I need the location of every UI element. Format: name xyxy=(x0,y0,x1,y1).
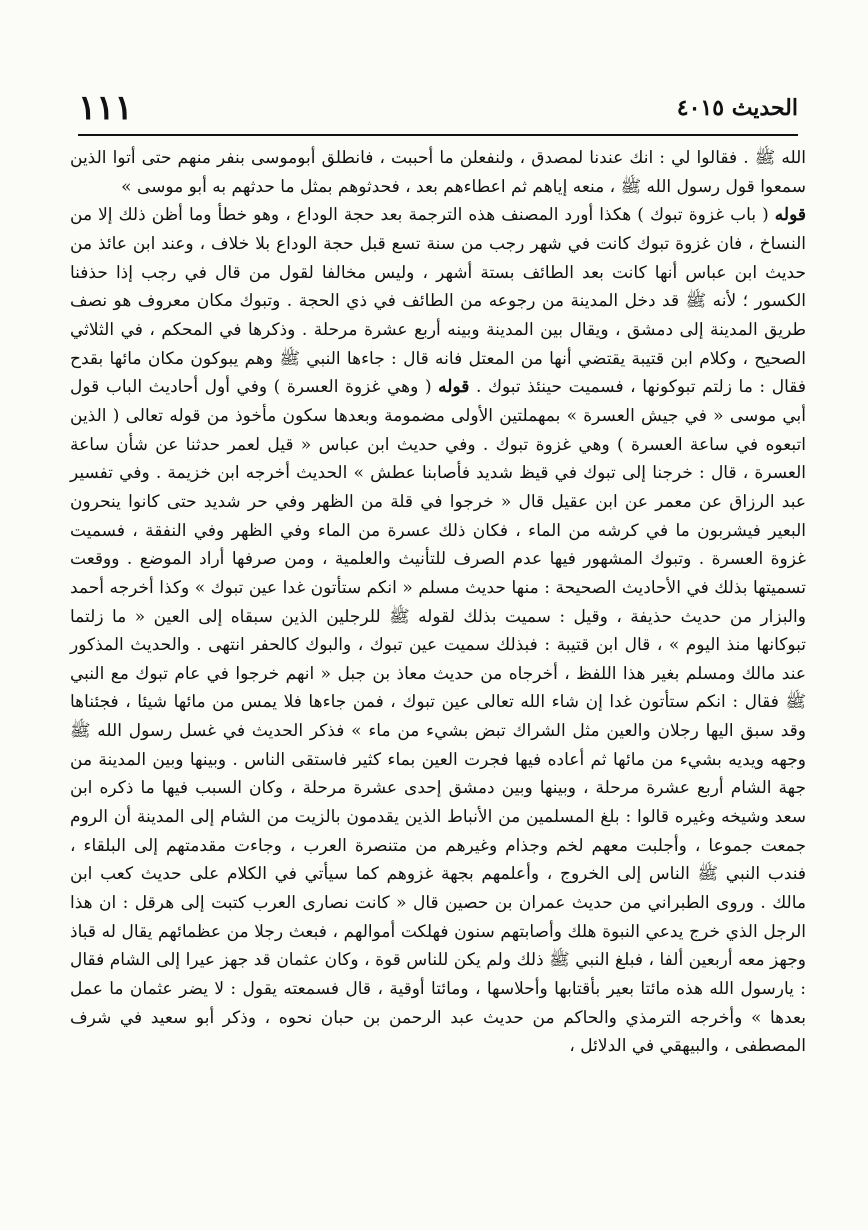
paragraph-lead: قوله xyxy=(774,205,806,226)
paragraph-text: ( وهي غزوة العسرة ) وفي أول أحاديث الباب قول أبي موسى « في جيش العسرة » بمهملتين الأولى مضمومة وبعدها سكون مأخوذ من قوله تعالى ( الذين اتبعوه في ساعة العسرة ) وهي غزوة تبوك . وفي حديث ابن عباس « قيل لعمر حدثنا عن شأن ساعة العسرة ، قال : خرجنا إلى تبوك في قيظ شديد فأصابنا عطش » الحديث أخرجه ابن خزيمة . وفي تفسير عبد الرزاق عن معمر عن ابن عقيل قال « خرجوا في قلة من الظهر وفي حر شديد حتى كانوا ينحرون البعير فيشربون ما في كرشه من الماء ، فكان ذلك عسرة من الماء وفي الظهر وفي النفقة ، فسميت غزوة العسرة . وتبوك المشهور فيها عدم الصرف للتأنيث والعلمية ، ومن صرفها أراد الموضع . ووقعت تسميتها بذلك في الأحاديث الصحيحة : منها حديث مسلم « انكم ستأتون غدا عين تبوك » وكذا أخرجه أحمد والبزار من حديث حذيفة ، وقيل : سميت بذلك لقوله ﷺ للرجلين الذين سبقاه إلى العين « ما زلتما تبوكانها منذ اليوم » ، قال ابن قتيبة : فبذلك سميت عين تبوك ، والبوك كالحفر انتهى . والحديث المذكور عند مالك ومسلم بغير هذا اللفظ ، أخرجاه من حديث معاذ بن جبل « انهم خرجوا في عام تبوك مع النبي ﷺ فقال : انكم ستأتون غدا إن شاء الله تعالى عين تبوك ، فمن جاءها فلا يمس من مائها شيئا ، فجئناها وقد سبق اليها رجلان والعين مثل الشراك تبض بشيء من ماء » فذكر الحديث في غسل رسول الله ﷺ وجهه ويديه بشيء من مائها ثم أعاده فيها فجرت العين بماء كثير فاستقى الناس . وبينها وبين المدينة من جهة الشام أربع عشرة مرحلة ، وبينها وبين دمشق إحدى عشرة مرحلة ، وكان السبب فيها ما ذكره ابن سعد وشيخه وغيره قالوا : بلغ المسلمين من الأنباط الذين يقدمون بالزيت من الشام إلى المدينة أن الروم جمعت جموعا ، وأجلبت معهم لخم وجذام وغيرهم من متنصرة العرب ، وجاءت مقدمتهم إلى البلقاء ، فندب النبي ﷺ الناس إلى الخروج ، وأعلمهم بجهة غزوهم كما سيأتي في الكلام على حديث كعب ابن مالك . وروى الطبراني من حديث عمران بن حصين قال « كانت نصارى العرب كتبت إلى هرقل : ان هذا الرجل الذي خرج يدعي النبوة هلك وأصابتهم سنون فهلكت أموالهم ، فبعث رجلا من عظمائهم يقال له قباذ وجهز معه أربعين ألفا ، فبلغ النبي ﷺ ذلك ولم يكن للناس قوة ، وكان عثمان قد جهز عيرا إلى الشام فقال : يارسول الله هذه مائتا بعير بأقتابها وأحلاسها ، ومائتا أوقية ، قال فسمعته يقول : لا يضر عثمان ما عمل بعدها » وأخرجه الترمذي والحاكم من حديث عبد الرحمن بن حبان نحوه ، وذكر أبو سعيد في شرف المصطفى ، والبيهقي في الدلائل ، xyxy=(70,377,807,1057)
running-title: الحديث ٤٠١٥ xyxy=(676,95,798,121)
paragraph xyxy=(70,201,806,1061)
page-body xyxy=(70,144,806,1061)
paragraph xyxy=(70,144,806,201)
page-number: ١١١ xyxy=(78,88,133,128)
paragraph-text: الله ﷺ . فقالوا لي : انك عندنا لمصدق ، ولنفعلن ما أحببت ، فانطلق أبوموسى بنفر منهم حتى أتوا الذين سمعوا قول رسول الله ﷺ ، منعه إياهم ثم اعطاءهم بعد ، فحدثوهم بمثل ما حدثهم به أبو موسى » xyxy=(70,148,807,197)
paragraph-lead: قوله xyxy=(438,377,470,398)
header-rule xyxy=(78,134,798,136)
page-header xyxy=(78,86,798,130)
paragraph-text: ( باب غزوة تبوك ) هكذا أورد المصنف هذه الترجمة بعد حجة الوداع ، وهو خطأ وما أظن ذلك إلا من النساخ ، فان غزوة تبوك كانت في شهر رجب من سنة تسع قبل حجة الوداع بلا خلاف ، وعند ابن عائذ من حديث ابن عباس أنها كانت بعد الطائف بستة أشهر ، وليس مخالفا لقول من قال في رجب إذا حذفنا الكسور ؛ لأنه ﷺ قد دخل المدينة من رجوعه من الطائف في ذي الحجة . وتبوك مكان معروف هو نصف طريق المدينة إلى دمشق ، ويقال بين المدينة وبينه أربع عشرة مرحلة . وذكرها في المحكم ، في الثلاثي الصحيح ، وكلام ابن قتيبة يقتضي أنها من المعتل فانه قال : جاءها النبي ﷺ وهم يبوكون مكان مائها بقدح فقال : ما زلتم تبوكونها ، فسميت حينئذ تبوك . xyxy=(70,205,806,398)
